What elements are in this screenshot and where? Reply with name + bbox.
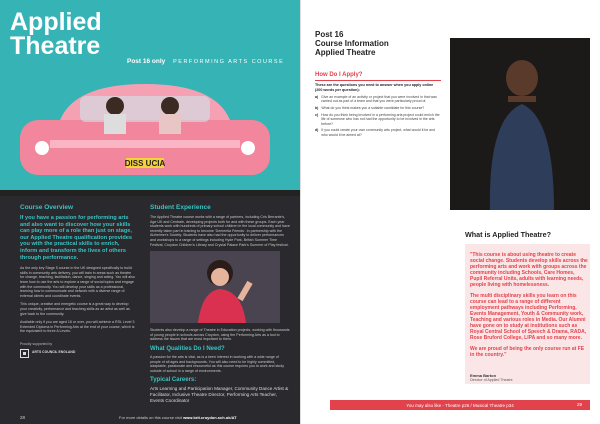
overview-paragraph-2: This unique, creative and energetic course is a great way to develop your creativity, performance and teaching skills as an artist as well as give back to the community. [20,302,130,316]
post-16-label: Post 16 only [127,58,166,65]
quote-attribution [470,373,513,382]
question-item [315,128,440,137]
question-item [315,95,440,104]
question-text: If you could create your own community arts project, what would it be and who would it be aimed at? [321,128,436,137]
overview-paragraph-1: As the only key Stage 5 course in the UK designed specifically to build skills in community arts delivery, you will train in areas such as theatre for change, teaching, facilitation, dance, singing and acting. You will also learn how to use the arts to explore a range of social topics and engage with the community. You will develop your skills as a professional, learning how to communicate and network with a diverse range of external clients and coordinate events. [20,266,135,298]
question-text: What do you think makes you a suitable candidate for this course? [321,106,425,111]
application-questions [315,83,440,140]
careers-heading: Typical Careers: [150,377,197,384]
questions-intro: These are the questions you need to answer when you apply online (200 words per question): [315,83,434,92]
question-letter: c) [315,113,319,118]
course-info-line-1: Post 16 [315,30,344,39]
course-type-label: PERFORMING ARTS COURSE [173,59,285,65]
director-quote [470,252,588,363]
title-line-2: Theatre [10,32,101,60]
quote-paragraph-3: We are proud of being the only course run at FE in the country." [470,346,585,358]
experience-heading: Student Experience [150,204,211,211]
experience-paragraph-2: Students also develop a range of Theatre in Education projects, working with thousands of young people in schools across Croydon, using the Performing Arts as a tool to address the issues that are most important to them. [150,328,290,342]
number-plate: DISS UCIA [124,159,166,168]
heading-rule [315,80,441,81]
performer-photo [450,38,590,210]
footer-text [119,415,237,420]
footer-prefix: For more details on this course visit [119,414,182,420]
supported-by-label: Proudly supported by [20,341,53,346]
question-item [315,113,440,126]
course-info-heading [315,30,389,57]
course-overview-column [20,204,135,358]
question-letter: d) [315,128,319,133]
pink-car-illustration [20,80,270,190]
page-number-left: 28 [20,414,26,420]
overview-heading: Course Overview [20,204,74,211]
hero-image [0,0,300,196]
arts-council-text: ARTS COUNCIL ENGLAND [32,350,76,355]
student-photo [150,251,280,323]
qualities-text: A passion for the arts is vital, as is a keen interest in working with a wide range of people of all ages and backgrounds. You will also need to be highly committed, adaptable, passionate and resourceful as this course requires you to work and study outside of school in a range of environments. [150,354,285,373]
hero-ground [0,190,300,196]
quote-paragraph-2: The multi disciplinary skills you learn on this course can lead to a range of different employment pathways including Performing, Events Management, Youth & Community work, Teaching and various roles in Media. Our Alumni have gone on to study at institutions such as Royal Central School of Speech & Drama, RADA, Rose Bruford College, LIPA and so many more. [470,293,587,341]
question-item [315,106,440,110]
overview-lead: If you have a passion for performing arts and also want to discover how your skills can play more of a role than just on stage, our Applied Theatre qualification provides you with the practical skills to enrich, inform and transform the lives of others through performance. [20,215,132,261]
qualities-heading: What Qualities Do I Need? [150,345,225,352]
question-text: Give an example of an activity or project that you were involved in that was carried out as part of a team and that you were particularly proud of. [321,95,437,104]
performer-image [450,38,590,210]
smiling-student-image [150,251,280,323]
course-link[interactable]: www.brit.croydon.sch.uk/AT [183,414,237,420]
post-16-tag [127,58,284,65]
left-footer [0,410,300,424]
related-courses-text[interactable]: You may also like - Theatre p26 / Musical Theatre p34 [406,402,514,408]
attribution-name: Emma Barton [470,373,497,378]
overview-paragraph-3: Available only if you are aged 16 or over, you will achieve a RSL Level 3 Extended Diploma in Performing Arts at the end of your course, which is the equivalent to three A Levels. [20,320,135,334]
related-courses-bar [330,400,590,410]
attribution-role: Director of Applied Theatre [470,378,513,382]
question-letter: a) [315,95,319,100]
careers-text: Arts Learning and Participation Manager, Community Dance Artist & Facilitator, Inclusive Theatre Director, Performing Arts Teacher, Events Coordinator [150,386,289,403]
page-title [10,10,102,58]
question-text: How do you think being involved in a performing arts project could enrich the life of someone who has not had the opportunity to be involved in the arts before? [321,113,440,126]
question-letter: b) [315,106,319,111]
course-info-line-2: Course Information [315,39,389,48]
title-line-1: Applied [10,8,102,36]
quote-paragraph-1: "This course is about using theatre to create social change. Students develop skills across the performing arts and work with groups across the community including Schools, Care Homes, Pupil Referral Units, adults with learning needs, people living with homelessness. [470,252,588,288]
what-is-heading: What is Applied Theatre? [465,230,551,239]
arts-council-logo [20,349,135,358]
student-experience-column [150,204,290,405]
experience-paragraph-1: The Applied Theatre course works with a range of partners, including Cris Berrante's, Age UK and Centrale, developing projects both for and with these groups. Each year students work with hundreds of primary school children in the local community and have recently taken part in training to become 'Dementia Friends'. In partnership with the Alzheimer's Society. Students have also had the opportunity to deliver performances and workshops to a range of settings including Hyde Park, British Summer Time Festival, Croydon Children's Library and Crystal Palace Park's Summer of Play festival. [150,215,290,247]
page-number-right: 29 [577,402,583,407]
how-to-apply-heading: How Do I Apply? [315,72,363,78]
arts-council-icon [20,349,29,358]
course-info-line-3: Applied Theatre [315,48,376,57]
